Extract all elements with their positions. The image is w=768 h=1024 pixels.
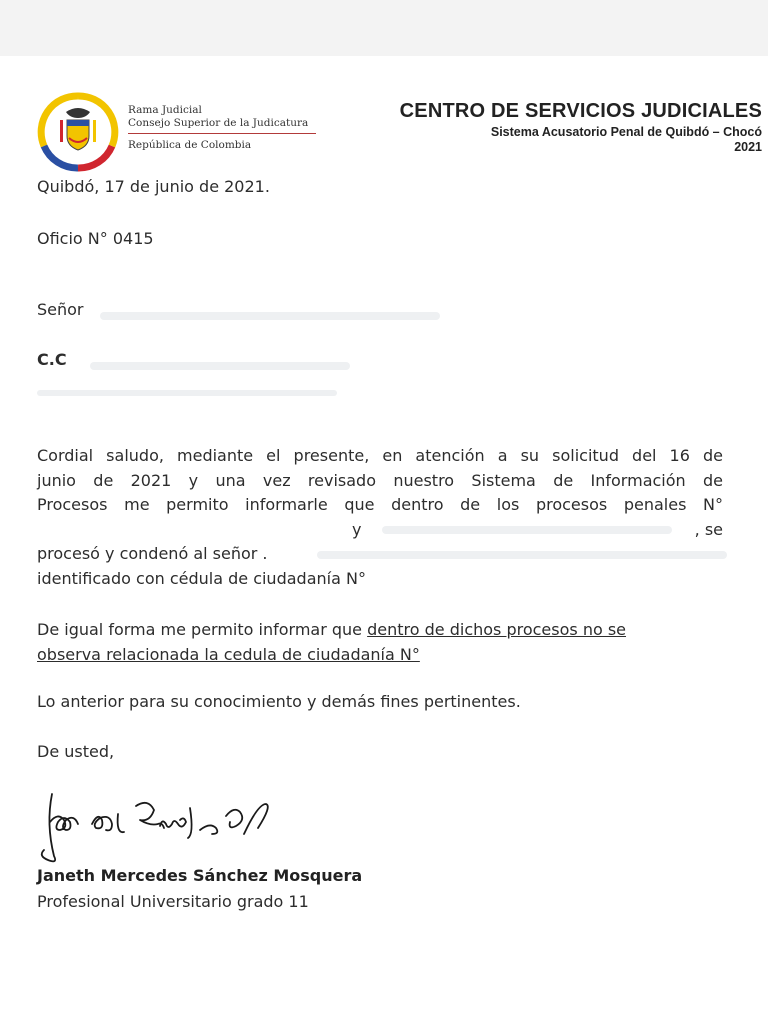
paragraph-main: [37, 444, 723, 591]
signatory-role: Profesional Universitario grado 11: [37, 892, 309, 911]
letter-date: Quibdó, 17 de junio de 2021.: [37, 177, 270, 196]
salutation: Señor: [37, 300, 84, 319]
institution-line2: Consejo Superior de la Judicatura: [128, 117, 309, 129]
p2-underlined-b: observa relacionada la cedula de ciudadanía N°: [37, 644, 420, 664]
handwritten-signature: [30, 780, 330, 870]
p1-line-1: Cordial saludo, mediante el presente, en atención a su solicitud del 16 de: [37, 446, 723, 465]
redacted-address: [37, 390, 337, 396]
p1-se: , se: [694, 519, 723, 539]
p1-line-5: [37, 542, 723, 567]
red-divider: [128, 133, 316, 134]
p1-y: y: [352, 519, 362, 539]
signatory-name: Janeth Mercedes Sánchez Mosquera: [37, 866, 363, 885]
center-heading: [400, 100, 762, 154]
paragraph-second: [37, 618, 723, 667]
redacted-person: [317, 551, 727, 559]
colombia-coat-of-arms-logo: [36, 90, 120, 174]
oficio-number: Oficio N° 0415: [37, 229, 154, 248]
institution-line1: Rama Judicial: [128, 104, 202, 116]
cc-label: C.C: [37, 350, 67, 369]
p1-line-5-text: procesó y condenó al señor .: [37, 544, 268, 563]
center-title: CENTRO DE SERVICIOS JUDICIALES: [399, 100, 762, 122]
p1-line-4: [37, 518, 723, 543]
p1-line-6: identificado con cédula de ciudadanía N°: [37, 568, 366, 588]
p2-line-1: [37, 618, 723, 643]
top-band: [0, 0, 768, 56]
p1-line-2: junio de 2021 y una vez revisado nuestro Sistema de Información de: [37, 470, 723, 490]
redacted-process-number: [382, 526, 672, 534]
institution-line3: República de Colombia: [128, 139, 252, 151]
institution-block: [128, 104, 316, 152]
closing: De usted,: [37, 742, 115, 761]
center-year: 2021: [734, 140, 762, 154]
redacted-cc: [90, 362, 350, 370]
center-subtitle: Sistema Acusatorio Penal de Quibdó – Chocó: [490, 125, 762, 139]
p1-line-3: Procesos me permito informarle que dentro de los procesos penales N°: [37, 495, 723, 514]
p2-underlined-a: dentro de dichos procesos no se: [367, 620, 627, 639]
paragraph-third: Lo anterior para su conocimiento y demás fines pertinentes.: [37, 692, 521, 711]
redacted-name: [100, 312, 440, 320]
p2-plain: De igual forma me permito informar que: [37, 620, 363, 639]
